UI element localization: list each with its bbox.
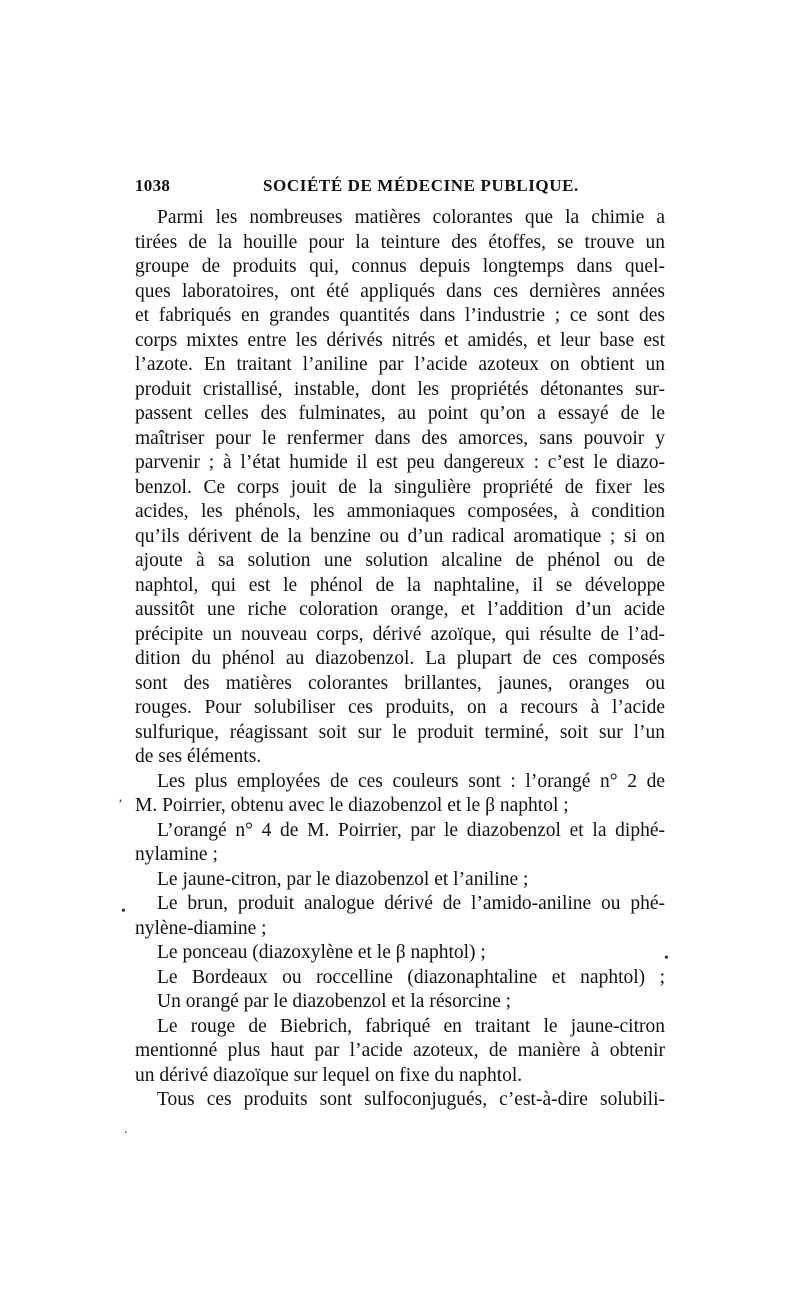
text-line: Le ponceau (diazoxylène et le β naphtol) ; <box>157 942 486 963</box>
book-page <box>135 176 665 1113</box>
stray-mark: • <box>121 904 126 919</box>
text-line: aussitôt une riche coloration orange, et l’addition d’un acide <box>135 599 665 620</box>
text-line: mentionné plus haut par l’acide azoteux, de manière à obtenir <box>135 1040 665 1061</box>
stray-mark: • <box>664 951 669 966</box>
text-line: ajoute à sa solution une solution alcaline de phénol ou de <box>135 550 665 571</box>
body-text <box>135 206 665 1113</box>
text-line: ques laboratoires, ont été appliqués dans ces dernières années <box>135 280 665 302</box>
text-line: de ses éléments. <box>135 746 262 767</box>
text-line: passent celles des fulminates, au point qu’on a essayé de le <box>135 403 665 424</box>
text-line: L’orangé n° 4 de M. Poirrier, par le diazobenzol et la diphé- <box>157 819 665 841</box>
text-line: Le rouge de Biebrich, fabriqué en traitant le jaune-citron <box>157 1015 665 1037</box>
text-line: Les plus employées de ces couleurs sont : l’orangé n° 2 de <box>157 770 665 792</box>
running-head <box>135 176 665 206</box>
text-line: Le Bordeaux ou roccelline (diazonaphtaline et naphtol) ; <box>157 966 665 988</box>
text-line: Le brun, produit analogue dérivé de l’amido-aniline ou phé- <box>157 893 665 914</box>
text-line: groupe de produits qui, connus depuis longtemps dans quel- <box>135 256 665 277</box>
text-line: sulfurique, réagissant soit sur le produit terminé, soit sur l’un <box>135 721 665 743</box>
text-line: Parmi les nombreuses matières colorantes que la chimie a <box>157 207 665 228</box>
text-line: Le jaune-citron, par le diazobenzol et l’aniline ; <box>157 868 529 890</box>
running-head-title: SOCIÉTÉ DE MÉDECINE PUBLIQUE. <box>263 176 579 195</box>
stray-mark: ‚ <box>118 790 123 805</box>
text-line: M. Poirrier, obtenu avec le diazobenzol et le β naphtol ; <box>135 795 569 816</box>
text-line: nylamine ; <box>135 844 218 865</box>
text-line: Un orangé par le diazobenzol et la résorcine ; <box>157 991 512 1012</box>
text-line: benzol. Ce corps jouit de la singulière propriété de fixer les <box>135 476 665 498</box>
text-line: produit cristallisé, instable, dont les propriétés détonantes sur- <box>135 378 665 400</box>
text-line: dition du phénol au diazobenzol. La plupart de ces composés <box>135 648 665 669</box>
page-number: 1038 <box>135 176 171 195</box>
text-line: parvenir ; à l’état humide il est peu dangereux : c’est le diazo- <box>135 452 665 473</box>
text-line: un dérivé diazoïque sur lequel on fixe du naphtol. <box>135 1064 523 1086</box>
text-line: qu’ils dérivent de la benzine ou d’un radical aromatique ; si on <box>135 525 665 547</box>
text-line: maîtriser pour le renfermer dans des amorces, sans pouvoir y <box>135 427 665 449</box>
text-line: sont des matières colorantes brillantes, jaunes, oranges ou <box>135 672 665 694</box>
text-line: acides, les phénols, les ammoniaques composées, à condition <box>135 501 665 522</box>
text-line: précipite un nouveau corps, dérivé azoïque, qui résulte de l’ad- <box>135 623 665 645</box>
text-line: naphtol, qui est le phénol de la naphtaline, il se développe <box>135 574 665 596</box>
stray-mark: . <box>124 1122 128 1137</box>
text-line: Tous ces produits sont sulfoconjugués, c’est-à-dire solubili- <box>157 1089 665 1110</box>
text-line: et fabriqués en grandes quantités dans l’industrie ; ce sont des <box>135 305 665 326</box>
text-line: corps mixtes entre les dérivés nitrés et amidés, et leur base est <box>135 329 665 351</box>
text-line: rouges. Pour solubiliser ces produits, on a recours à l’acide <box>135 697 665 718</box>
text-line: l’azote. En traitant l’aniline par l’acide azoteux on obtient un <box>135 354 665 375</box>
text-line: tirées de la houille pour la teinture des étoffes, se trouve un <box>135 231 665 253</box>
text-line: nylène-diamine ; <box>135 917 267 939</box>
